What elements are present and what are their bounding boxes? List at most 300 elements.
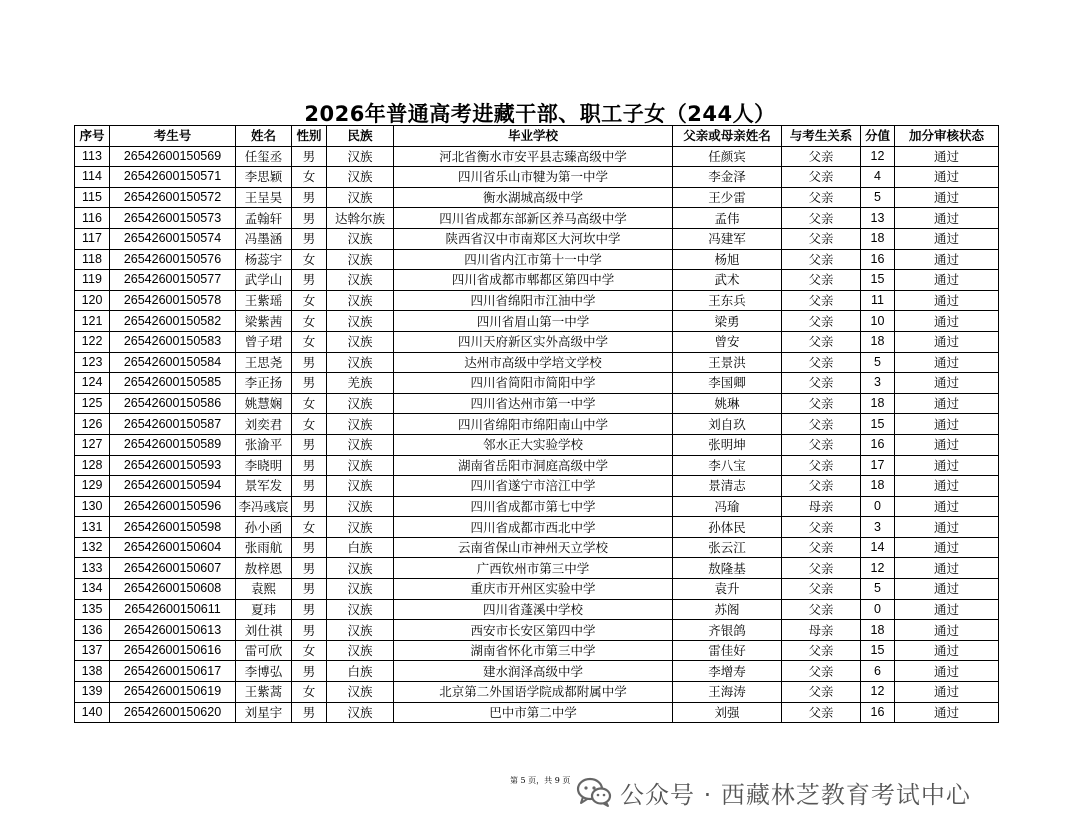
cell-ethnicity: 汉族 [327, 146, 394, 167]
cell-review-status: 通过 [895, 476, 999, 497]
cell-name: 武学山 [236, 270, 292, 291]
cell-exam-id: 26542600150593 [110, 455, 236, 476]
cell-review-status: 通过 [895, 682, 999, 703]
cell-relation: 父亲 [782, 352, 861, 373]
cell-relation: 父亲 [782, 682, 861, 703]
cell-name: 杨蕊宇 [236, 249, 292, 270]
cell-parent-name: 任颜宾 [673, 146, 782, 167]
cell-score: 12 [861, 146, 895, 167]
cell-school: 四川天府新区实外高级中学 [394, 331, 673, 352]
cell-ethnicity: 汉族 [327, 476, 394, 497]
cell-parent-name: 王东兵 [673, 290, 782, 311]
cell-gender: 女 [292, 249, 327, 270]
cell-relation: 父亲 [782, 517, 861, 538]
cell-relation: 父亲 [782, 434, 861, 455]
cell-exam-id: 26542600150611 [110, 599, 236, 620]
cell-relation: 父亲 [782, 208, 861, 229]
table-row [75, 496, 999, 517]
cell-relation: 父亲 [782, 414, 861, 435]
table-row [75, 661, 999, 682]
cell-gender: 男 [292, 599, 327, 620]
cell-school: 四川省遂宁市涪江中学 [394, 476, 673, 497]
cell-parent-name: 王海涛 [673, 682, 782, 703]
cell-ethnicity: 汉族 [327, 682, 394, 703]
cell-name: 敖梓恩 [236, 558, 292, 579]
cell-ethnicity: 汉族 [327, 331, 394, 352]
cell-name: 孟翰轩 [236, 208, 292, 229]
cell-score: 15 [861, 270, 895, 291]
cell-parent-name: 梁勇 [673, 311, 782, 332]
cell-score: 15 [861, 414, 895, 435]
cell-gender: 男 [292, 496, 327, 517]
document-title: 2026年普通高考进藏干部、职工子女（244人） [304, 102, 776, 126]
cell-parent-name: 孙体民 [673, 517, 782, 538]
cell-seq: 115 [75, 187, 110, 208]
cell-name: 孙小函 [236, 517, 292, 538]
cell-exam-id: 26542600150586 [110, 393, 236, 414]
cell-school: 四川省内江市第十一中学 [394, 249, 673, 270]
cell-review-status: 通过 [895, 331, 999, 352]
cell-name: 张雨航 [236, 537, 292, 558]
cell-score: 0 [861, 599, 895, 620]
header-gender: 性别 [292, 126, 327, 147]
cell-seq: 135 [75, 599, 110, 620]
cell-review-status: 通过 [895, 702, 999, 723]
cell-parent-name: 杨旭 [673, 249, 782, 270]
table-row [75, 640, 999, 661]
cell-exam-id: 26542600150598 [110, 517, 236, 538]
cell-gender: 女 [292, 311, 327, 332]
cell-gender: 女 [292, 682, 327, 703]
cell-relation: 父亲 [782, 249, 861, 270]
cell-parent-name: 王少雷 [673, 187, 782, 208]
cell-parent-name: 冯建军 [673, 228, 782, 249]
cell-parent-name: 刘自玖 [673, 414, 782, 435]
cell-name: 李正扬 [236, 373, 292, 394]
table-row [75, 558, 999, 579]
cell-ethnicity: 汉族 [327, 434, 394, 455]
cell-score: 17 [861, 455, 895, 476]
cell-gender: 男 [292, 373, 327, 394]
cell-ethnicity: 汉族 [327, 167, 394, 188]
cell-ethnicity: 白族 [327, 661, 394, 682]
table-row [75, 434, 999, 455]
cell-school: 四川省成都东部新区养马高级中学 [394, 208, 673, 229]
table-row [75, 537, 999, 558]
cell-seq: 114 [75, 167, 110, 188]
cell-gender: 女 [292, 414, 327, 435]
cell-review-status: 通过 [895, 599, 999, 620]
cell-seq: 116 [75, 208, 110, 229]
cell-exam-id: 26542600150604 [110, 537, 236, 558]
cell-review-status: 通过 [895, 496, 999, 517]
header-name: 姓名 [236, 126, 292, 147]
cell-parent-name: 雷佳好 [673, 640, 782, 661]
cell-review-status: 通过 [895, 393, 999, 414]
cell-ethnicity: 汉族 [327, 702, 394, 723]
cell-score: 11 [861, 290, 895, 311]
cell-ethnicity: 汉族 [327, 352, 394, 373]
cell-gender: 男 [292, 434, 327, 455]
header-parent-name: 父亲或母亲姓名 [673, 126, 782, 147]
cell-name: 姚慧娴 [236, 393, 292, 414]
cell-gender: 男 [292, 208, 327, 229]
cell-exam-id: 26542600150583 [110, 331, 236, 352]
cell-relation: 父亲 [782, 228, 861, 249]
cell-review-status: 通过 [895, 228, 999, 249]
cell-seq: 123 [75, 352, 110, 373]
table-row [75, 414, 999, 435]
watermark-text: 公众号 · 西藏林芝教育考试中心 [620, 780, 971, 809]
cell-gender: 女 [292, 290, 327, 311]
table-row [75, 373, 999, 394]
cell-school: 陕西省汉中市南郑区大河坎中学 [394, 228, 673, 249]
cell-parent-name: 李增寿 [673, 661, 782, 682]
table-row [75, 290, 999, 311]
cell-relation: 父亲 [782, 455, 861, 476]
cell-gender: 女 [292, 517, 327, 538]
header-seq: 序号 [75, 126, 110, 147]
table-row [75, 517, 999, 538]
cell-seq: 118 [75, 249, 110, 270]
cell-parent-name: 景清志 [673, 476, 782, 497]
cell-review-status: 通过 [895, 373, 999, 394]
cell-exam-id: 26542600150608 [110, 579, 236, 600]
cell-name: 夏玮 [236, 599, 292, 620]
cell-name: 王紫蒿 [236, 682, 292, 703]
cell-school: 云南省保山市神州天立学校 [394, 537, 673, 558]
cell-ethnicity: 汉族 [327, 620, 394, 641]
table-row [75, 579, 999, 600]
cell-name: 刘星宇 [236, 702, 292, 723]
header-review-status: 加分审核状态 [895, 126, 999, 147]
table-row [75, 331, 999, 352]
cell-seq: 140 [75, 702, 110, 723]
cell-score: 4 [861, 167, 895, 188]
cell-ethnicity: 汉族 [327, 455, 394, 476]
cell-school: 四川省绵阳市绵阳南山中学 [394, 414, 673, 435]
table-row [75, 187, 999, 208]
cell-relation: 父亲 [782, 579, 861, 600]
cell-ethnicity: 汉族 [327, 270, 394, 291]
cell-exam-id: 26542600150596 [110, 496, 236, 517]
cell-seq: 138 [75, 661, 110, 682]
cell-ethnicity: 汉族 [327, 187, 394, 208]
cell-score: 3 [861, 373, 895, 394]
cell-score: 16 [861, 702, 895, 723]
cell-seq: 129 [75, 476, 110, 497]
cell-gender: 男 [292, 537, 327, 558]
cell-exam-id: 26542600150578 [110, 290, 236, 311]
cell-score: 5 [861, 579, 895, 600]
table-row [75, 311, 999, 332]
cell-review-status: 通过 [895, 270, 999, 291]
cell-score: 16 [861, 434, 895, 455]
cell-school: 建水润泽高级中学 [394, 661, 673, 682]
cell-parent-name: 张明坤 [673, 434, 782, 455]
cell-ethnicity: 达斡尔族 [327, 208, 394, 229]
cell-seq: 134 [75, 579, 110, 600]
cell-score: 18 [861, 476, 895, 497]
cell-school: 衡水湖城高级中学 [394, 187, 673, 208]
cell-name: 刘仕祺 [236, 620, 292, 641]
cell-name: 梁紫茜 [236, 311, 292, 332]
cell-seq: 122 [75, 331, 110, 352]
header-relation: 与考生关系 [782, 126, 861, 147]
cell-exam-id: 26542600150582 [110, 311, 236, 332]
cell-relation: 母亲 [782, 496, 861, 517]
cell-score: 18 [861, 620, 895, 641]
cell-review-status: 通过 [895, 249, 999, 270]
cell-relation: 父亲 [782, 702, 861, 723]
cell-review-status: 通过 [895, 537, 999, 558]
cell-review-status: 通过 [895, 640, 999, 661]
cell-school: 达州市高级中学培文学校 [394, 352, 673, 373]
cell-name: 冯墨涵 [236, 228, 292, 249]
cell-score: 16 [861, 249, 895, 270]
cell-school: 广西钦州市第三中学 [394, 558, 673, 579]
cell-review-status: 通过 [895, 208, 999, 229]
cell-score: 15 [861, 640, 895, 661]
cell-relation: 父亲 [782, 476, 861, 497]
cell-seq: 113 [75, 146, 110, 167]
cell-gender: 男 [292, 558, 327, 579]
cell-parent-name: 齐银鸽 [673, 620, 782, 641]
cell-parent-name: 曾安 [673, 331, 782, 352]
cell-score: 5 [861, 187, 895, 208]
cell-school: 湖南省怀化市第三中学 [394, 640, 673, 661]
table-row [75, 599, 999, 620]
table-row [75, 702, 999, 723]
cell-score: 10 [861, 311, 895, 332]
cell-ethnicity: 汉族 [327, 249, 394, 270]
cell-name: 王紫瑶 [236, 290, 292, 311]
cell-parent-name: 冯瑜 [673, 496, 782, 517]
cell-gender: 男 [292, 455, 327, 476]
cell-seq: 128 [75, 455, 110, 476]
cell-parent-name: 姚琳 [673, 393, 782, 414]
cell-seq: 126 [75, 414, 110, 435]
cell-seq: 133 [75, 558, 110, 579]
cell-parent-name: 孟伟 [673, 208, 782, 229]
cell-review-status: 通过 [895, 146, 999, 167]
cell-seq: 119 [75, 270, 110, 291]
cell-gender: 男 [292, 228, 327, 249]
header-school: 毕业学校 [394, 126, 673, 147]
page-indicator: 第 5 页，共 9 页 [510, 776, 571, 785]
table-row [75, 455, 999, 476]
cell-school: 四川省成都市第七中学 [394, 496, 673, 517]
cell-score: 3 [861, 517, 895, 538]
cell-parent-name: 苏阁 [673, 599, 782, 620]
cell-school: 四川省乐山市犍为第一中学 [394, 167, 673, 188]
cell-ethnicity: 汉族 [327, 393, 394, 414]
cell-ethnicity: 汉族 [327, 558, 394, 579]
cell-ethnicity: 羌族 [327, 373, 394, 394]
cell-school: 重庆市开州区实验中学 [394, 579, 673, 600]
cell-parent-name: 刘强 [673, 702, 782, 723]
cell-school: 西安市长安区第四中学 [394, 620, 673, 641]
cell-review-status: 通过 [895, 579, 999, 600]
cell-name: 张渝平 [236, 434, 292, 455]
cell-review-status: 通过 [895, 414, 999, 435]
cell-exam-id: 26542600150617 [110, 661, 236, 682]
cell-exam-id: 26542600150576 [110, 249, 236, 270]
cell-name: 任玺丞 [236, 146, 292, 167]
cell-seq: 139 [75, 682, 110, 703]
cell-school: 湖南省岳阳市洞庭高级中学 [394, 455, 673, 476]
cell-review-status: 通过 [895, 558, 999, 579]
cell-gender: 男 [292, 270, 327, 291]
cell-name: 李晓明 [236, 455, 292, 476]
cell-exam-id: 26542600150569 [110, 146, 236, 167]
cell-gender: 男 [292, 620, 327, 641]
cell-gender: 女 [292, 640, 327, 661]
cell-school: 河北省衡水市安平县志臻高级中学 [394, 146, 673, 167]
cell-name: 王思尧 [236, 352, 292, 373]
cell-score: 5 [861, 352, 895, 373]
cell-school: 四川省简阳市简阳中学 [394, 373, 673, 394]
cell-score: 14 [861, 537, 895, 558]
wechat-icon [576, 775, 612, 809]
cell-parent-name: 袁升 [673, 579, 782, 600]
cell-review-status: 通过 [895, 352, 999, 373]
cell-seq: 137 [75, 640, 110, 661]
cell-name: 曾子珺 [236, 331, 292, 352]
table-row [75, 146, 999, 167]
cell-review-status: 通过 [895, 517, 999, 538]
cell-gender: 男 [292, 476, 327, 497]
cell-review-status: 通过 [895, 187, 999, 208]
cell-score: 13 [861, 208, 895, 229]
table-row [75, 476, 999, 497]
cell-school: 四川省蓬溪中学校 [394, 599, 673, 620]
cell-gender: 女 [292, 167, 327, 188]
cell-parent-name: 李国卿 [673, 373, 782, 394]
table-row [75, 270, 999, 291]
cell-gender: 女 [292, 393, 327, 414]
cell-ethnicity: 汉族 [327, 496, 394, 517]
cell-relation: 父亲 [782, 537, 861, 558]
cell-relation: 父亲 [782, 373, 861, 394]
cell-relation: 父亲 [782, 167, 861, 188]
table-row [75, 167, 999, 188]
cell-name: 景军发 [236, 476, 292, 497]
cell-exam-id: 26542600150584 [110, 352, 236, 373]
cell-exam-id: 26542600150613 [110, 620, 236, 641]
cell-score: 0 [861, 496, 895, 517]
cell-review-status: 通过 [895, 167, 999, 188]
cell-score: 18 [861, 393, 895, 414]
cell-gender: 男 [292, 579, 327, 600]
cell-parent-name: 敖隆基 [673, 558, 782, 579]
cell-school: 四川省达州市第一中学 [394, 393, 673, 414]
cell-exam-id: 26542600150577 [110, 270, 236, 291]
cell-gender: 女 [292, 331, 327, 352]
cell-parent-name: 张云江 [673, 537, 782, 558]
cell-exam-id: 26542600150620 [110, 702, 236, 723]
cell-relation: 父亲 [782, 640, 861, 661]
table-row [75, 208, 999, 229]
cell-relation: 父亲 [782, 270, 861, 291]
cell-relation: 父亲 [782, 661, 861, 682]
cell-seq: 127 [75, 434, 110, 455]
cell-school: 四川省绵阳市江油中学 [394, 290, 673, 311]
cell-exam-id: 26542600150574 [110, 228, 236, 249]
cell-exam-id: 26542600150607 [110, 558, 236, 579]
cell-seq: 120 [75, 290, 110, 311]
cell-exam-id: 26542600150616 [110, 640, 236, 661]
cell-name: 李博弘 [236, 661, 292, 682]
table-row [75, 393, 999, 414]
cell-seq: 124 [75, 373, 110, 394]
cell-seq: 136 [75, 620, 110, 641]
cell-parent-name: 李金泽 [673, 167, 782, 188]
cell-exam-id: 26542600150571 [110, 167, 236, 188]
cell-relation: 母亲 [782, 620, 861, 641]
cell-exam-id: 26542600150589 [110, 434, 236, 455]
cell-parent-name: 李八宝 [673, 455, 782, 476]
cell-score: 18 [861, 331, 895, 352]
cell-exam-id: 26542600150585 [110, 373, 236, 394]
table-row [75, 352, 999, 373]
header-score: 分值 [861, 126, 895, 147]
header-exam-id: 考生号 [110, 126, 236, 147]
cell-gender: 男 [292, 702, 327, 723]
table-header-row [75, 126, 999, 147]
cell-exam-id: 26542600150587 [110, 414, 236, 435]
cell-gender: 男 [292, 352, 327, 373]
candidate-table [74, 125, 999, 723]
cell-name: 王呈昊 [236, 187, 292, 208]
cell-relation: 父亲 [782, 558, 861, 579]
cell-review-status: 通过 [895, 620, 999, 641]
cell-relation: 父亲 [782, 187, 861, 208]
cell-school: 四川省成都市郫都区第四中学 [394, 270, 673, 291]
cell-relation: 父亲 [782, 393, 861, 414]
cell-name: 刘奕君 [236, 414, 292, 435]
cell-score: 18 [861, 228, 895, 249]
cell-seq: 131 [75, 517, 110, 538]
cell-gender: 男 [292, 661, 327, 682]
cell-school: 邻水正大实验学校 [394, 434, 673, 455]
cell-ethnicity: 汉族 [327, 311, 394, 332]
table-row [75, 228, 999, 249]
cell-review-status: 通过 [895, 455, 999, 476]
cell-ethnicity: 汉族 [327, 290, 394, 311]
cell-review-status: 通过 [895, 661, 999, 682]
cell-exam-id: 26542600150619 [110, 682, 236, 703]
cell-school: 四川省成都市西北中学 [394, 517, 673, 538]
cell-name: 袁熙 [236, 579, 292, 600]
cell-exam-id: 26542600150594 [110, 476, 236, 497]
cell-seq: 121 [75, 311, 110, 332]
cell-school: 四川省眉山第一中学 [394, 311, 673, 332]
cell-gender: 男 [292, 146, 327, 167]
cell-ethnicity: 汉族 [327, 414, 394, 435]
watermark [576, 775, 971, 809]
cell-relation: 父亲 [782, 146, 861, 167]
cell-school: 北京第二外国语学院成都附属中学 [394, 682, 673, 703]
cell-seq: 132 [75, 537, 110, 558]
cell-ethnicity: 白族 [327, 537, 394, 558]
cell-relation: 父亲 [782, 311, 861, 332]
cell-review-status: 通过 [895, 434, 999, 455]
cell-exam-id: 26542600150573 [110, 208, 236, 229]
cell-name: 李冯彧宸 [236, 496, 292, 517]
cell-score: 12 [861, 682, 895, 703]
cell-relation: 父亲 [782, 290, 861, 311]
